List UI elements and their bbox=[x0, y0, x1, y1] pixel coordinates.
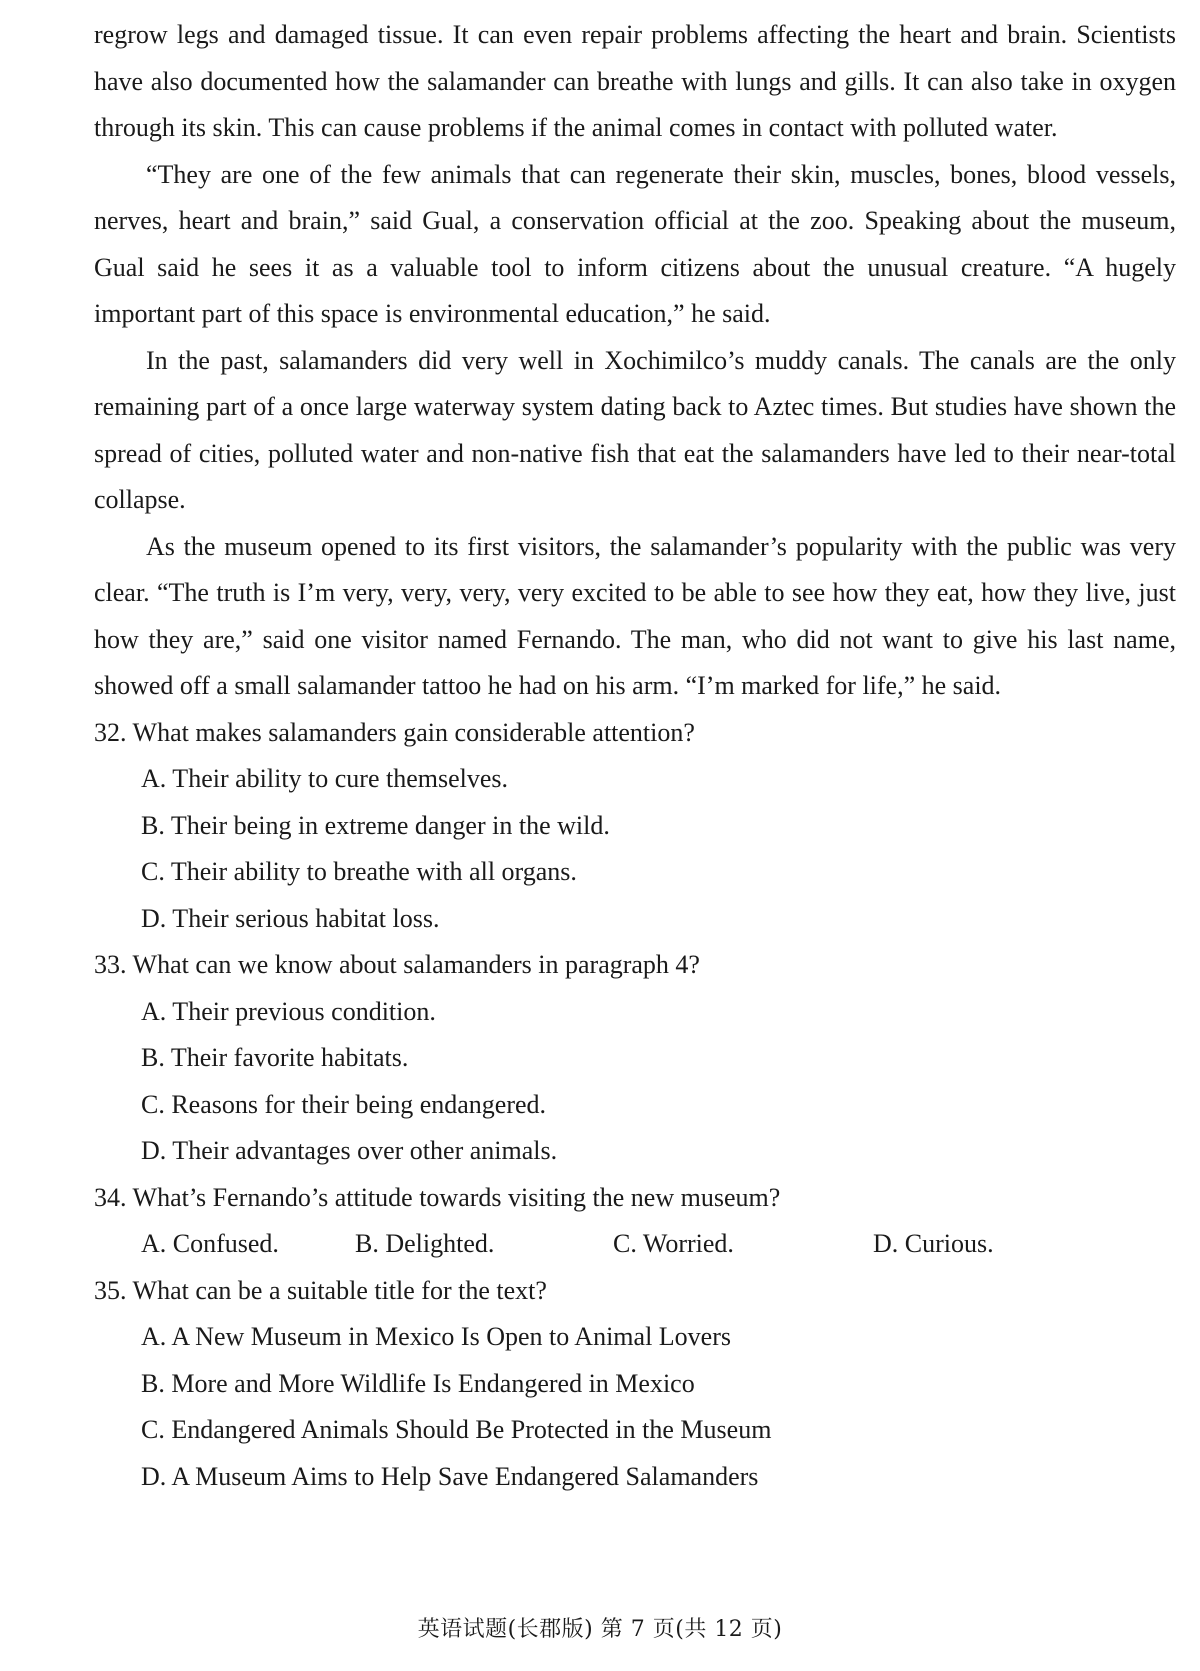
question-number: 34. bbox=[94, 1182, 127, 1212]
answer-option: A. Their previous condition. bbox=[141, 996, 436, 1026]
question-text: What makes salamanders gain considerable attention? bbox=[132, 717, 695, 747]
answer-option: D. Their serious habitat loss. bbox=[141, 903, 440, 933]
answer-option: D. A Museum Aims to Help Save Endangered Salamanders bbox=[141, 1461, 759, 1491]
exam-page bbox=[94, 12, 1176, 1500]
page-footer: 英语试题(长郡版) 第 7 页(共 12 页) bbox=[417, 1617, 783, 1642]
passage-paragraph: “They are one of the few animals that can regenerate their skin, muscles, bones, blood vessels, nerves, heart and brain,” said Gual, a conservation official at the zoo. Speaking about the museum, Gual said he sees it as a valuable tool to inform citizens about the unusual creature. “A hugely important part of this space is environmental education,” he said. bbox=[94, 159, 1176, 328]
question-33 bbox=[94, 942, 1176, 1175]
answer-option: A. Confused. bbox=[141, 1229, 279, 1258]
question-stem bbox=[94, 942, 1176, 989]
passage-paragraph: As the museum opened to its first visitors, the salamander’s popularity with the public was very clear. “The truth is I’m very, very, very, very excited to be able to see how they eat, how they live, just how they are,” said one visitor named Fernando. The man, who did not want to give his last name, showed off a small salamander tattoo he had on his arm. “I’m marked for life,” he said. bbox=[94, 531, 1176, 700]
reading-passage bbox=[94, 12, 1176, 710]
question-number: 33. bbox=[94, 950, 127, 979]
answer-option: C. Reasons for their being endangered. bbox=[141, 1089, 547, 1119]
passage-paragraph: In the past, salamanders did very well in Xochimilco’s muddy canals. The canals are the only remaining part of a once large waterway system dating back to Aztec times. But studies have shown the spread of cities, polluted water and non-native fish that eat the salamanders have led to their near-total collapse. bbox=[94, 345, 1176, 514]
answer-option: C. Their ability to breathe with all organs. bbox=[141, 857, 577, 886]
question-number: 35. bbox=[94, 1275, 127, 1305]
answer-option: C. Endangered Animals Should Be Protected in the Museum bbox=[141, 1415, 772, 1444]
answer-option: A. A New Museum in Mexico Is Open to Animal Lovers bbox=[141, 1322, 731, 1351]
question-text: What can we know about salamanders in paragraph 4? bbox=[132, 950, 700, 979]
question-34 bbox=[94, 1175, 1176, 1268]
question-35 bbox=[94, 1268, 1176, 1501]
answer-option: D. Their advantages over other animals. bbox=[141, 1136, 558, 1165]
question-32 bbox=[94, 710, 1176, 943]
question-stem bbox=[94, 710, 1176, 757]
answer-option: B. Their favorite habitats. bbox=[141, 1043, 409, 1072]
passage-paragraph: regrow legs and damaged tissue. It can even repair problems affecting the heart and brain. Scientists have also documented how the salamander can breathe with lungs and gills. It can also take in oxygen through its skin. This can cause problems if the animal comes in contact with polluted water. bbox=[94, 20, 1176, 142]
question-text: What’s Fernando’s attitude towards visiting the new museum? bbox=[132, 1182, 781, 1212]
answer-option: D. Curious. bbox=[873, 1229, 994, 1258]
question-number: 32. bbox=[94, 717, 127, 747]
question-text: What can be a suitable title for the text? bbox=[132, 1275, 547, 1305]
answer-option: B. Their being in extreme danger in the wild. bbox=[141, 810, 610, 840]
question-stem bbox=[94, 1268, 1176, 1315]
answer-option: A. Their ability to cure themselves. bbox=[141, 764, 509, 793]
answer-options-row bbox=[141, 1221, 1176, 1268]
answer-option: B. More and More Wildlife Is Endangered in Mexico bbox=[141, 1368, 695, 1398]
question-stem bbox=[94, 1175, 1176, 1222]
answer-option: C. Worried. bbox=[613, 1229, 734, 1258]
answer-option: B. Delighted. bbox=[355, 1229, 495, 1258]
